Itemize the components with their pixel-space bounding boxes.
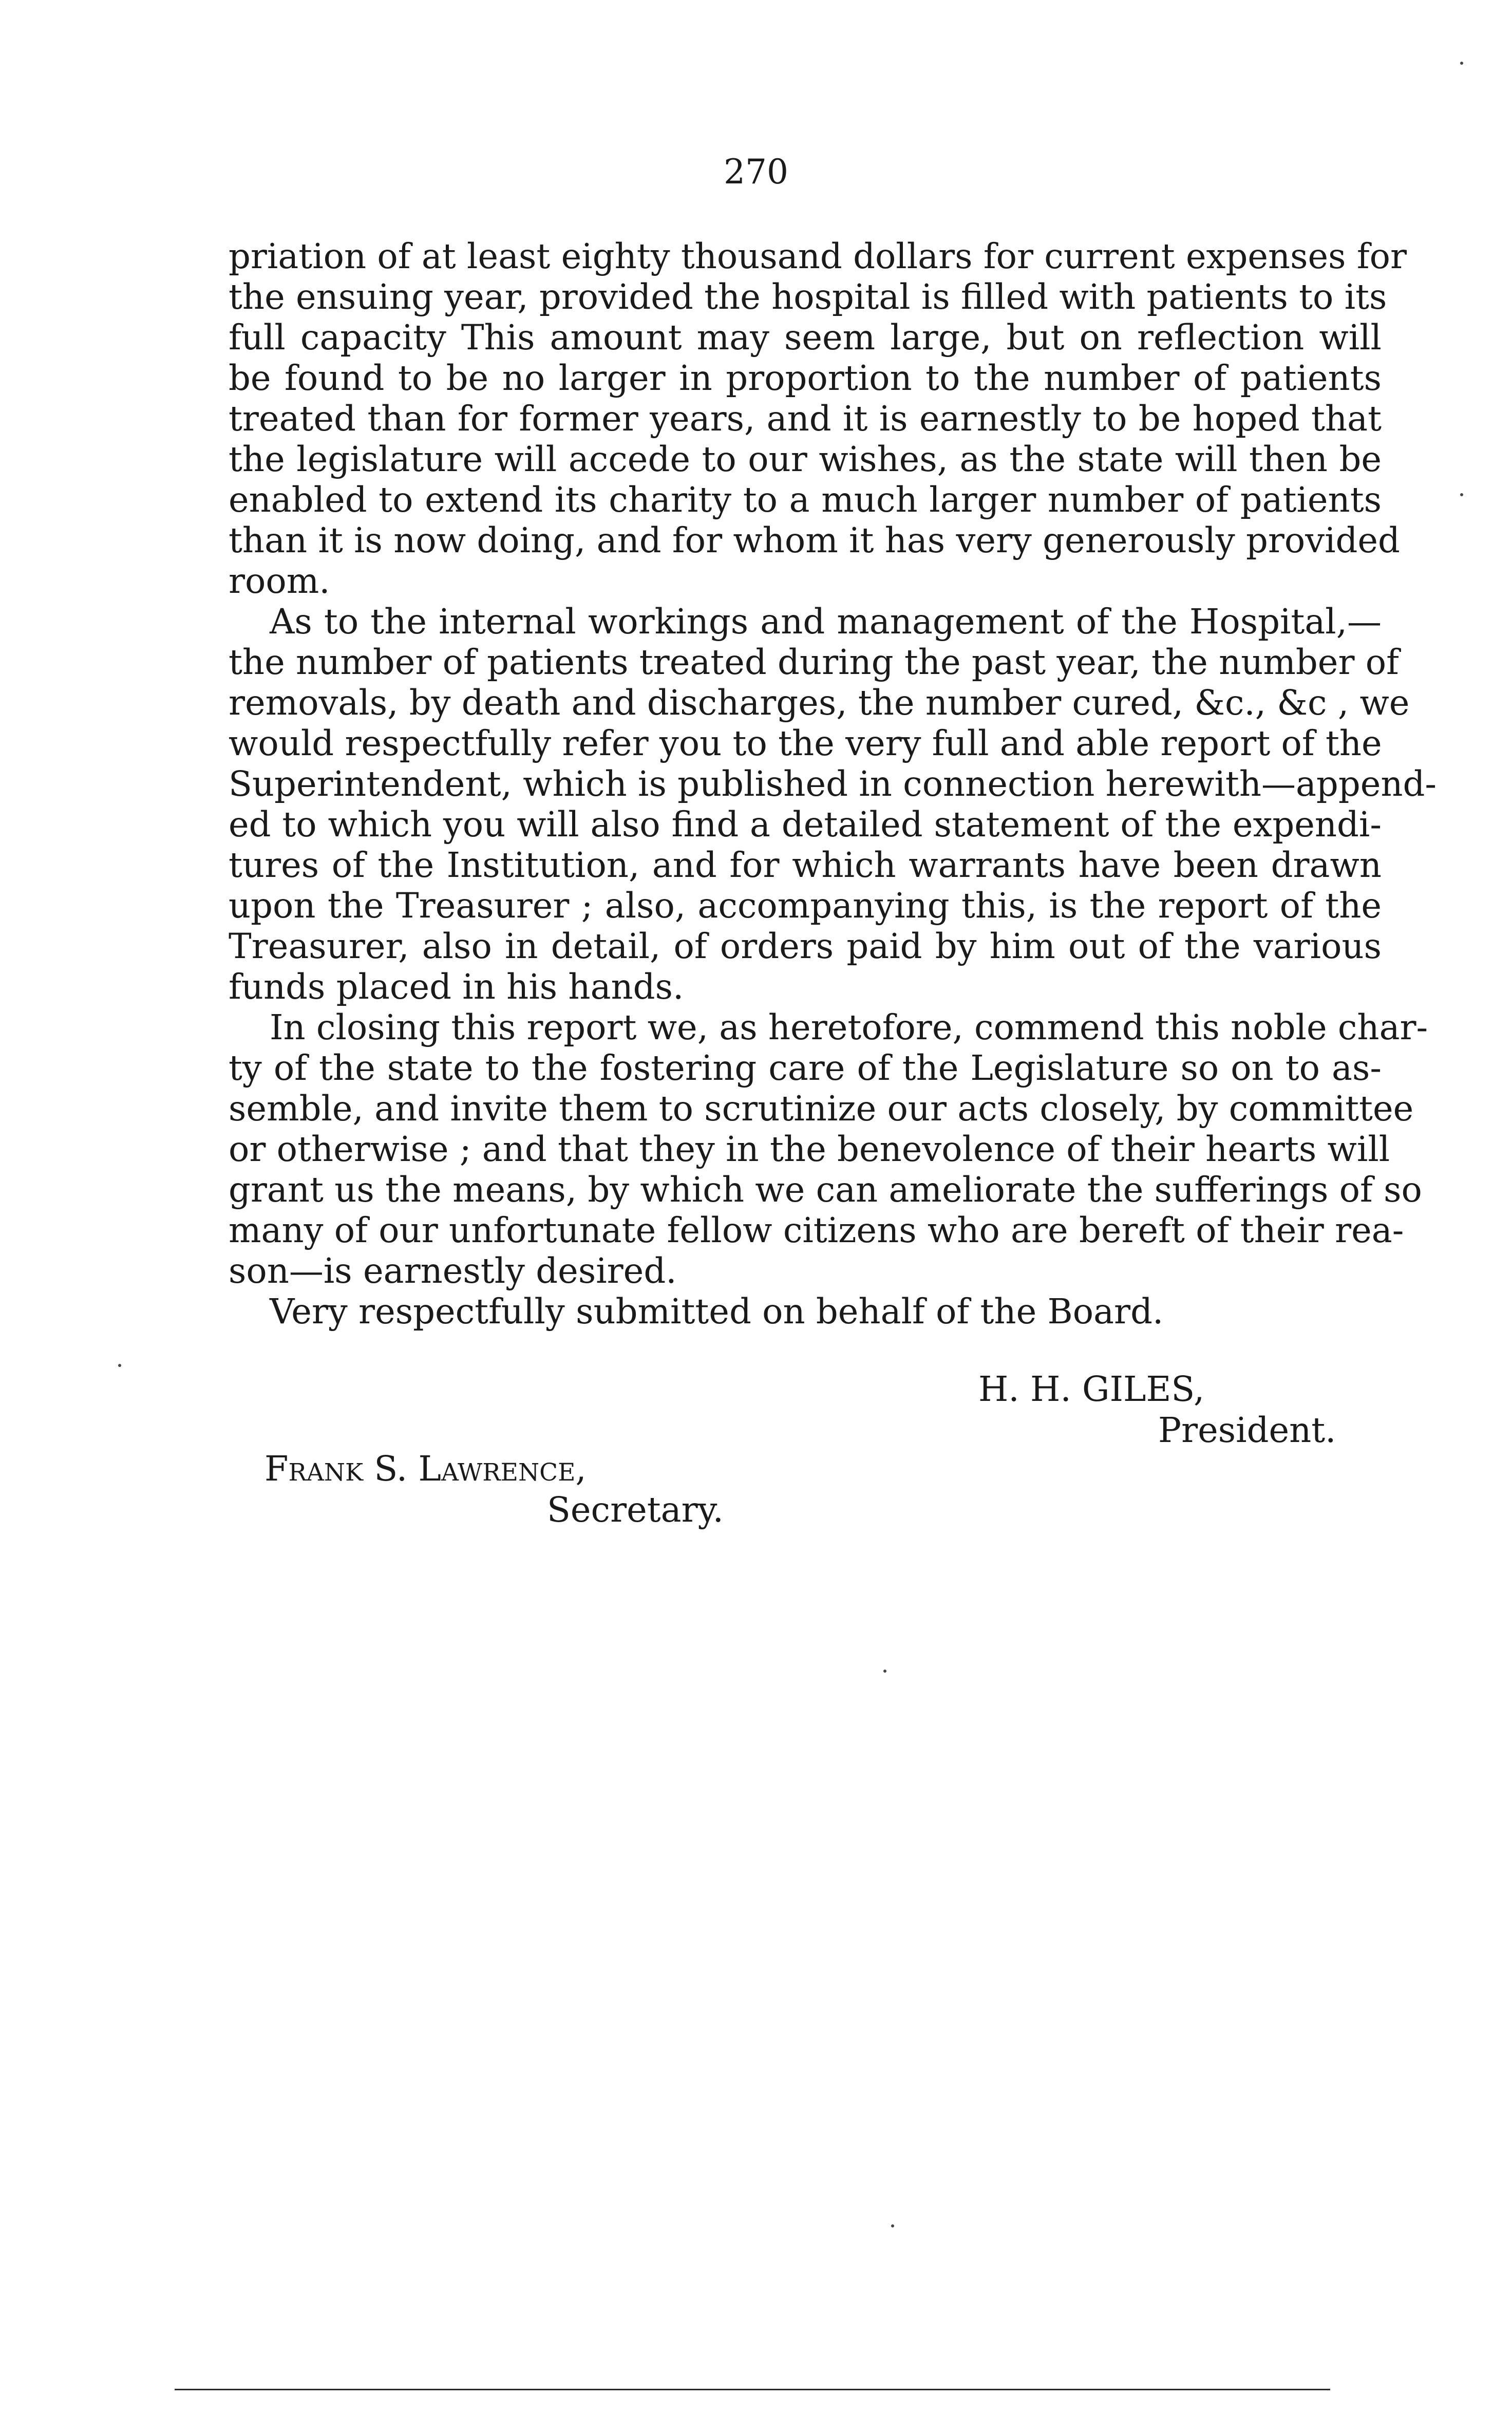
text-line: removals, by death and discharges, the number cured, &c., &c , we [229,683,1410,723]
text-line: As to the internal workings and management of the Hospital,— [270,602,1382,642]
text-line: room. [229,561,330,601]
text-line: upon the Treasurer ; also, accompanying this, is the report of the [229,886,1382,926]
text-line: enabled to extend its charity to a much larger number of patients [229,480,1382,520]
text-line: the number of patients treated during the past year, the number of [229,642,1399,682]
report-body [229,236,1437,1332]
text-line: ty of the state to the fostering care of the Legislature so on to as- [229,1048,1382,1088]
text-line: tures of the Institution, and for which warrants have been drawn [229,845,1382,885]
text-line: son—is earnestly desired. [229,1251,677,1291]
text-line: many of our unfortunate fellow citizens who are bereft of their rea- [229,1210,1404,1250]
text-line: than it is now doing, and for whom it has very generously provided [229,520,1400,560]
text-line: ed to which you will also find a detailed statement of the expendi- [229,804,1382,845]
text-line: the legislature will accede to our wishes, as the state will then be [229,439,1382,479]
text-line: In closing this report we, as heretofore, commend this noble char- [270,1007,1428,1047]
scan-speck [118,1364,121,1367]
text-line: priation of at least eighty thousand dollars for current expenses for [229,236,1407,276]
scan-speck [1460,493,1463,496]
bottom-rule [175,2389,1330,2390]
text-line: be found to be no larger in proportion to the number of patients [229,358,1382,398]
text-line: funds placed in his hands. [229,967,684,1007]
scan-speck [883,1670,886,1673]
president-name: H. H. GILES, [978,1369,1205,1409]
text-line: grant us the means, by which we can ameliorate the sufferings of so [229,1170,1422,1210]
text-line: the ensuing year, provided the hospital is filled with patients to its [229,277,1387,317]
secretary-name: Frank S. Lawrence, [264,1449,587,1489]
text-line: Superintendent, which is published in connection herewith—append- [229,764,1437,804]
text-line: would respectfully refer you to the very full and able report of the [229,723,1382,763]
text-line: treated than for former years, and it is earnestly to be hoped that [229,399,1382,439]
scan-speck [1460,62,1463,65]
text-line: semble, and invite them to scrutinize our acts closely, by committee [229,1089,1414,1129]
text-line: Treasurer, also in detail, of orders paid by him out of the various [229,926,1382,966]
text-line: Very respectfully submitted on behalf of the Board. [270,1291,1164,1332]
text-line: or otherwise ; and that they in the benevolence of their hearts will [229,1129,1390,1169]
scan-speck [891,2224,894,2227]
president-title: President. [1158,1410,1336,1450]
secretary-title: Secretary. [547,1490,724,1530]
text-line: full capacity This amount may seem large, but on reflection will [229,317,1382,358]
page-number: 270 [724,152,788,192]
